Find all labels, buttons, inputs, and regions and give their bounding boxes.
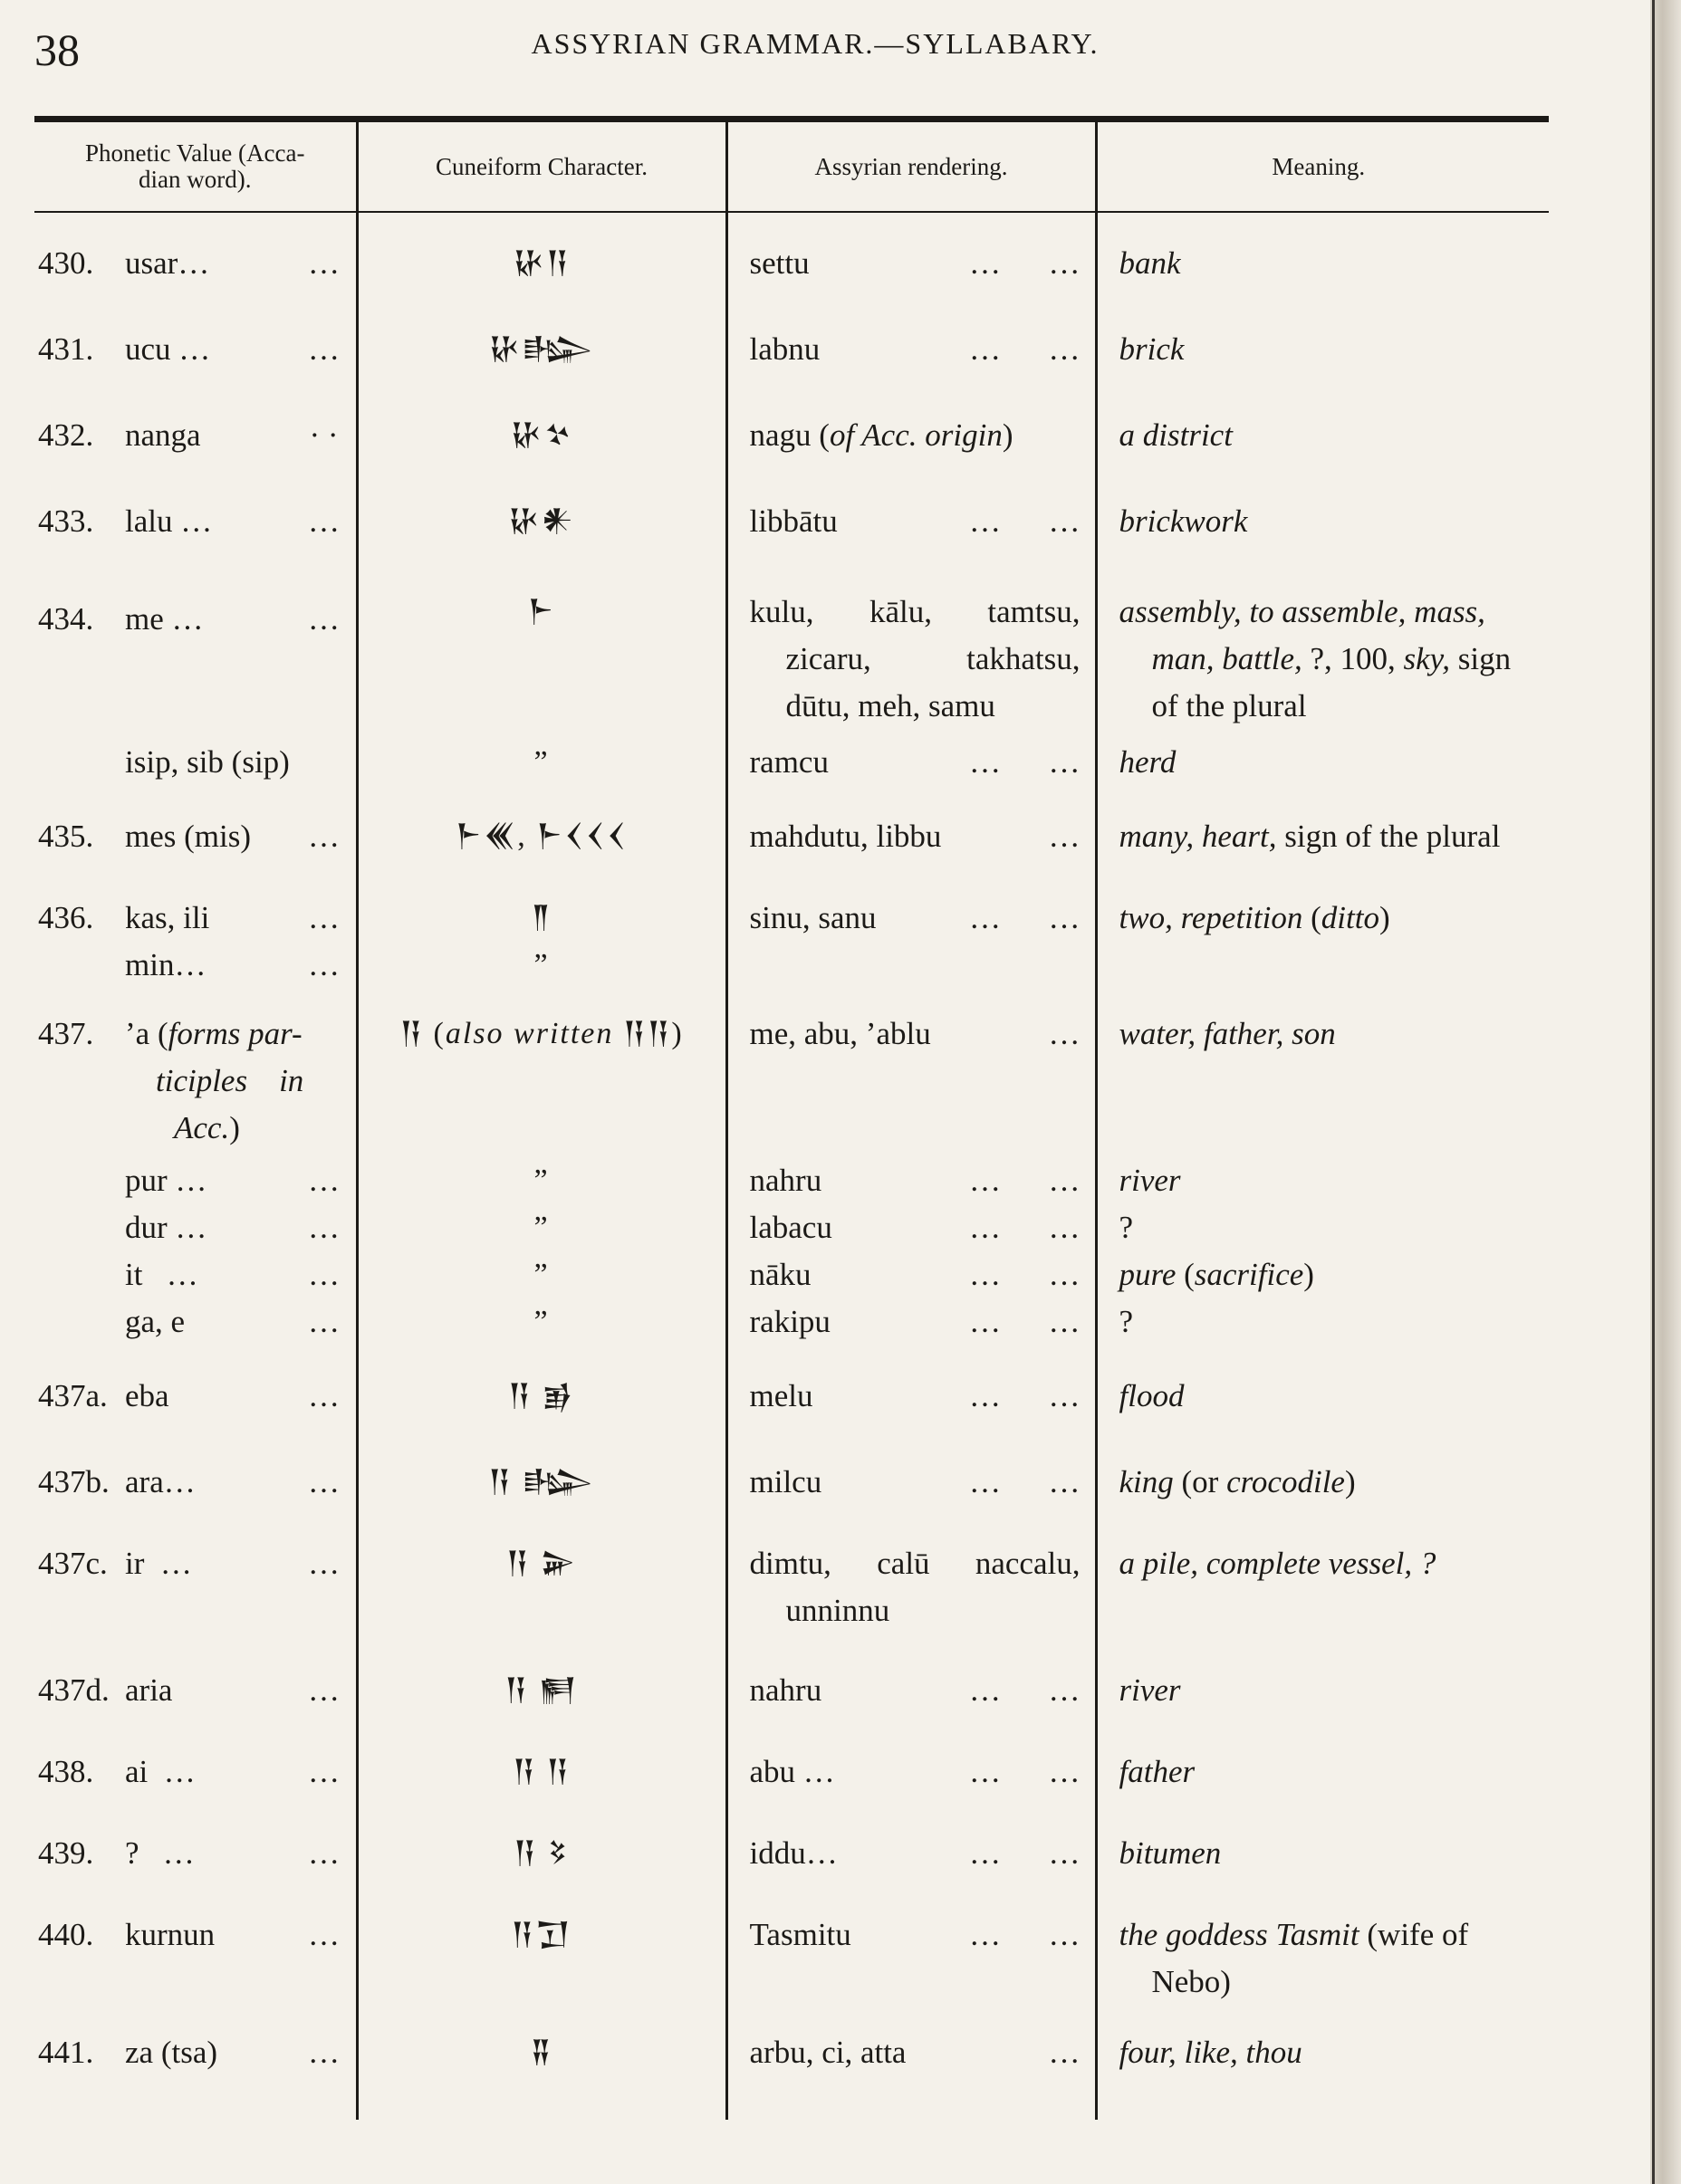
meaning: herd: [1096, 739, 1549, 813]
col-header-phonetic: Phonetic Value (Acca- dian word).: [34, 120, 357, 213]
table-row: 435. mes (mis) … 𒈨𒌍, 𒈨𒌋𒌋𒌋 mahdutu, libbu … many, heart, sign of the plural: [34, 813, 1549, 895]
assyrian-rendering: nagu (of Acc. origin): [726, 412, 1096, 498]
table-row: 438. ai … … 𒀀 𒀀 abu … … … father: [34, 1748, 1549, 1830]
phonetic-value: nanga: [125, 417, 201, 453]
entry-number: 434.: [38, 601, 94, 637]
entry-number: 431.: [38, 331, 94, 367]
cuneiform-character: 𒈫: [357, 895, 726, 942]
meaning: a pile, complete vessel, ?: [1096, 1540, 1549, 1667]
cuneiform-character: 𒐉: [357, 2029, 726, 2120]
table-row: dur … … ” labacu … … ?: [34, 1204, 1549, 1251]
running-title: ASSYRIAN GRAMMAR.—SYLLABARY.: [531, 27, 1100, 60]
table-row: 433. lalu … … 𒄩𒀭 libbātu … … brickwork: [34, 498, 1549, 589]
table-row: pur … … ” nahru … … river: [34, 1157, 1549, 1204]
assyrian-rendering: labnu: [749, 331, 821, 367]
assyrian-rendering: iddu…: [749, 1835, 838, 1871]
cuneiform-character: 𒄩𒈗: [357, 326, 726, 412]
table-row: 441. za (tsa) … 𒐉 arbu, ci, atta … four, like, thou: [34, 2029, 1549, 2120]
page-edge-line: [1652, 0, 1655, 2184]
phonetic-value: za (tsa): [125, 2035, 218, 2070]
phonetic-value: lalu …: [125, 503, 213, 539]
phonetic-value: pur …: [125, 1163, 207, 1198]
cuneiform-character: 𒀀 𒂍: [357, 1667, 726, 1748]
page-number: 38: [34, 24, 80, 75]
page-header: [0, 18, 1630, 75]
cuneiform-character: 𒄩𒆳: [357, 412, 726, 498]
col-header-meaning: Meaning.: [1096, 120, 1549, 213]
meaning: bitumen: [1096, 1830, 1549, 1911]
phonetic-value: dur …: [125, 1210, 207, 1245]
entry-number: 433.: [38, 503, 94, 539]
meaning: the goddess Tasmit (wife of Nebo): [1096, 1911, 1549, 2029]
table-header-row: [34, 120, 1549, 213]
phonetic-value: usar…: [125, 245, 210, 281]
assyrian-rendering: dimtu, calū naccalu, unninnu: [726, 1540, 1096, 1667]
cuneiform-character: 𒄩𒀀: [357, 240, 726, 326]
table-row: 437d. aria … 𒀀 𒂍 nahru … … river: [34, 1667, 1549, 1748]
meaning: four, like, thou: [1096, 2029, 1549, 2120]
phonetic-value: it …: [125, 1257, 198, 1292]
meaning: many, heart, sign of the plural: [1096, 813, 1549, 895]
meaning: two, repetition (ditto): [1096, 895, 1549, 942]
assyrian-rendering: settu: [749, 245, 810, 281]
meaning: pure (sacrifice): [1096, 1251, 1549, 1298]
cuneiform-character: 𒀀 𒅕: [357, 1540, 726, 1667]
meaning: ?: [1096, 1298, 1549, 1373]
phonetic-value: ara…: [125, 1464, 196, 1499]
assyrian-rendering: abu …: [749, 1754, 835, 1789]
entry-number: 437c.: [38, 1546, 108, 1581]
table-row: 434. me … … 𒈨 kulu, kālu, tamtsu, zicaru, takhatsu, dūtu, meh, samu assembly, to assemble, mass, man, battle, ?, 100, sky, sign of the plural: [34, 589, 1549, 739]
phonetic-value: min…: [125, 947, 207, 982]
cuneiform-character: 𒀀 𒂊: [357, 1373, 726, 1459]
cuneiform-character: 𒄩𒀭: [357, 498, 726, 589]
table-row: 431. ucu … … 𒄩𒈗 labnu … … brick: [34, 326, 1549, 412]
assyrian-rendering: kulu, kālu, tamtsu, zicaru, takhatsu, dūtu, meh, samu: [726, 589, 1096, 739]
meaning: a district: [1096, 412, 1549, 498]
page-edge-shadow: [1650, 0, 1681, 2184]
table-row: 439. ? … … 𒀀 𒂟 iddu… … … bitumen: [34, 1830, 1549, 1911]
meaning: father: [1096, 1748, 1549, 1830]
entry-number: 441.: [38, 2035, 94, 2070]
meaning: brick: [1096, 326, 1549, 412]
phonetic-value: ir …: [125, 1546, 192, 1581]
ditto-mark: ”: [357, 1251, 726, 1298]
assyrian-rendering: milcu: [749, 1464, 822, 1499]
ditto-mark: ”: [357, 942, 726, 1011]
phonetic-value: eba: [125, 1378, 169, 1413]
meaning: ?: [1096, 1204, 1549, 1251]
entry-number: 436.: [38, 900, 94, 935]
table-row: 437a. eba … 𒀀 𒂊 melu … … flood: [34, 1373, 1549, 1459]
entry-number: 437a.: [38, 1378, 108, 1413]
assyrian-rendering: Tasmitu: [749, 1917, 851, 1952]
assyrian-rendering: nahru: [749, 1672, 822, 1708]
meaning: flood: [1096, 1373, 1549, 1459]
entry-number: 440.: [38, 1917, 94, 1952]
phonetic-value: kurnun: [125, 1917, 216, 1952]
cuneiform-character: 𒀀 𒈗: [357, 1459, 726, 1540]
assyrian-rendering: nahru: [749, 1163, 822, 1198]
phonetic-value: kas, ili: [125, 900, 210, 935]
table-row: ga, e … ” rakipu … … ?: [34, 1298, 1549, 1373]
table-row: 436. kas, ili … 𒈫 sinu, sanu … … two, repetition (ditto): [34, 895, 1549, 942]
meaning: bank: [1096, 240, 1549, 326]
assyrian-rendering: rakipu: [749, 1304, 831, 1339]
meaning: river: [1096, 1667, 1549, 1748]
phonetic-value: ? …: [125, 1835, 195, 1871]
phonetic-value: isip, sib (sip): [125, 744, 290, 780]
assyrian-rendering: labacu: [749, 1210, 832, 1245]
table-row: 437. ’a (forms par- ticiples in Acc.) 𒀀 (also written 𒀀𒀀) me, abu, ’ablu … water, father, son: [34, 1011, 1549, 1157]
entry-number: 432.: [38, 417, 94, 453]
cuneiform-character: 𒈨𒌍, 𒈨𒌋𒌋𒌋: [357, 813, 726, 895]
phonetic-value: ga, e: [125, 1304, 186, 1339]
ditto-mark: ”: [357, 739, 726, 813]
meaning: brickwork: [1096, 498, 1549, 589]
entry-number: 435.: [38, 819, 94, 854]
entry-number: 438.: [38, 1754, 94, 1789]
cuneiform-character: 𒀀 𒂟: [357, 1830, 726, 1911]
table-row: it … … ” nāku … … pure (sacrifice): [34, 1251, 1549, 1298]
table-row: min… … ”: [34, 942, 1549, 1011]
table-row: isip, sib (sip) ” ramcu … … herd: [34, 739, 1549, 813]
assyrian-rendering: me, abu, ’ablu: [749, 1016, 931, 1051]
assyrian-rendering: nāku: [749, 1257, 812, 1292]
entry-number: 430.: [38, 245, 94, 281]
meaning: water, father, son: [1096, 1011, 1549, 1157]
entry-number: 437b.: [38, 1464, 110, 1499]
assyrian-rendering: mahdutu, libbu: [749, 819, 942, 854]
cuneiform-character: 𒀀𒋛: [357, 1911, 726, 2029]
phonetic-value: ’a (forms par-: [125, 1016, 303, 1051]
table-row: 437c. ir … … 𒀀 𒅕 dimtu, calū naccalu, unninnu a pile, complete vessel, ?: [34, 1540, 1549, 1667]
phonetic-value: ai …: [125, 1754, 196, 1789]
cuneiform-character: 𒀀 (also written 𒀀𒀀): [357, 1011, 726, 1157]
phonetic-value: ucu …: [125, 331, 211, 367]
entry-number: 437.: [38, 1016, 94, 1051]
syllabary-table: [34, 116, 1549, 2120]
ditto-mark: ”: [357, 1204, 726, 1251]
assyrian-rendering: arbu, ci, atta: [749, 2035, 907, 2070]
ditto-mark: ”: [357, 1298, 726, 1373]
assyrian-rendering: libbātu: [749, 503, 838, 539]
phonetic-value: aria: [125, 1672, 173, 1708]
col-header-assyrian: Assyrian rendering.: [726, 120, 1096, 213]
ditto-mark: ”: [357, 1157, 726, 1204]
table-row: 430. usar… … 𒄩𒀀 settu … … bank: [34, 240, 1549, 326]
table-row: 437b. ara… … 𒀀 𒈗 milcu … … king (or crocodile): [34, 1459, 1549, 1540]
meaning: assembly, to assemble, mass, man, battle, ?, 100, sky, sign of the plural: [1096, 589, 1549, 739]
entry-number: 439.: [38, 1835, 94, 1871]
table-row: 440. kurnun … 𒀀𒋛 Tasmitu … … the goddess Tasmit (wife of Nebo): [34, 1911, 1549, 2029]
assyrian-rendering: sinu, sanu: [749, 900, 877, 935]
col-header-cuneiform: Cuneiform Character.: [357, 120, 726, 213]
phonetic-value: mes (mis): [125, 819, 252, 854]
meaning: king (or crocodile): [1096, 1459, 1549, 1540]
phonetic-value: me …: [125, 601, 204, 637]
table-row: 432. nanga · · 𒄩𒆳 nagu (of Acc. origin) a district: [34, 412, 1549, 498]
assyrian-rendering: melu: [749, 1378, 813, 1413]
cuneiform-character: 𒀀 𒀀: [357, 1748, 726, 1830]
assyrian-rendering: ramcu: [749, 744, 829, 780]
entry-number: 437d.: [38, 1672, 110, 1708]
meaning: river: [1096, 1157, 1549, 1204]
cuneiform-character: 𒈨: [357, 589, 726, 739]
